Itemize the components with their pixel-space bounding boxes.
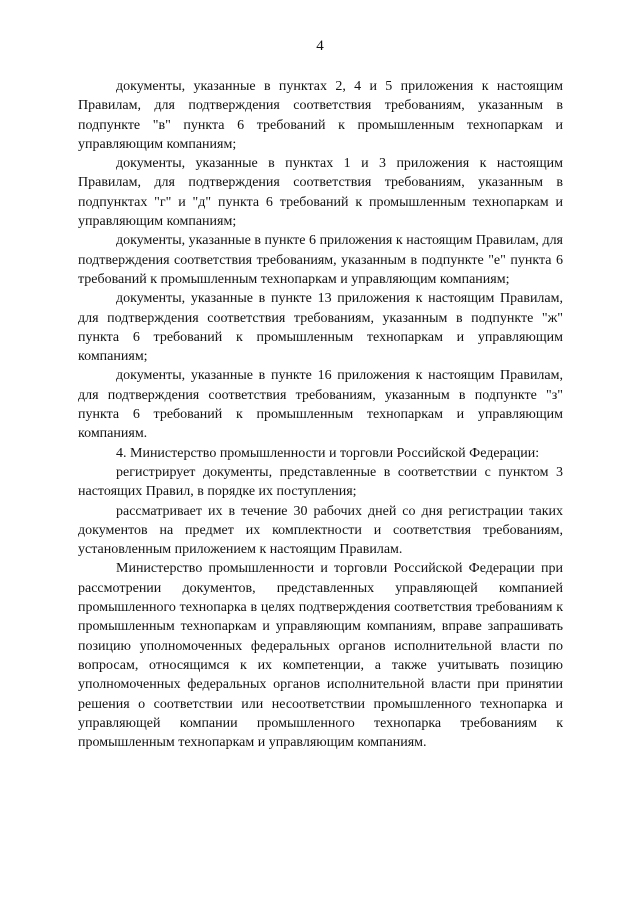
page-number: 4 <box>316 38 324 54</box>
paragraph-docs-subpoint-zh: документы, указанные в пункте 13 приложения к настоящим Правилам, для подтверждения соответствия требованиям, указанным в подпункте "ж" пункта 6 требований к промышленным технопаркам и управляющим компаниям; <box>78 291 563 365</box>
paragraph-docs-subpoint-e: документы, указанные в пункте 6 приложения к настоящим Правилам, для подтверждения соответствия требованиям, указанным в подпункте "е" пункта 6 требований к промышленным технопаркам и управляющим компаниям; <box>78 233 563 287</box>
paragraph-docs-subpoint-g-d: документы, указанные в пунктах 1 и 3 приложения к настоящим Правилам, для подтверждения соответствия требованиям, указанным в подпунктах "г" и "д" пункта 6 требований к промышленным технопаркам и управляющим компаниям; <box>78 156 563 230</box>
paragraph-section-4-heading: 4. Министерство промышленности и торговли Российской Федерации: <box>116 445 540 461</box>
paragraph-docs-subpoint-v: документы, указанные в пунктах 2, 4 и 5 приложения к настоящим Правилам, для подтверждения соответствия требованиям, указанным в подпункте "в" пункта 6 требований к промышленным технопаркам и управляющим компаниям; <box>78 79 563 152</box>
paragraph-docs-subpoint-z: документы, указанные в пункте 16 приложения к настоящим Правилам, для подтверждения соответствия требованиям, указанным в подпункте "з" пункта 6 требований к промышленным технопаркам и управляющим компаниям. <box>78 368 563 442</box>
paragraph-registers-documents: регистрирует документы, представленные в соответствии с пунктом 3 настоящих Правил, в порядке их поступления; <box>78 464 563 500</box>
paragraph-ministry-powers: Министерство промышленности и торговли Российской Федерации при рассмотрении документов, представленных управляющей компанией промышленного технопарка в целях подтверждения соответствия требованиям к промышленным технопаркам и управляющим компаниям, вправе запрашивать позицию уполномоченных федеральных органов исполнительной власти по вопросам, относящимся к их компетенции, а также учитывать позицию уполномоченных федеральных органов исполнительной власти при принятии решения о соответствии или несоответствии промышленного технопарка и управляющей компании промышленного технопарка требованиям к промышленным технопаркам и управляющим компаниям. <box>78 561 563 751</box>
paragraph-reviews-documents: рассматривает их в течение 30 рабочих дней со дня регистрации таких документов на предмет их комплектности и соответствия требованиям, установленным приложением к настоящим Правилам. <box>78 503 563 558</box>
document-body <box>78 77 563 752</box>
